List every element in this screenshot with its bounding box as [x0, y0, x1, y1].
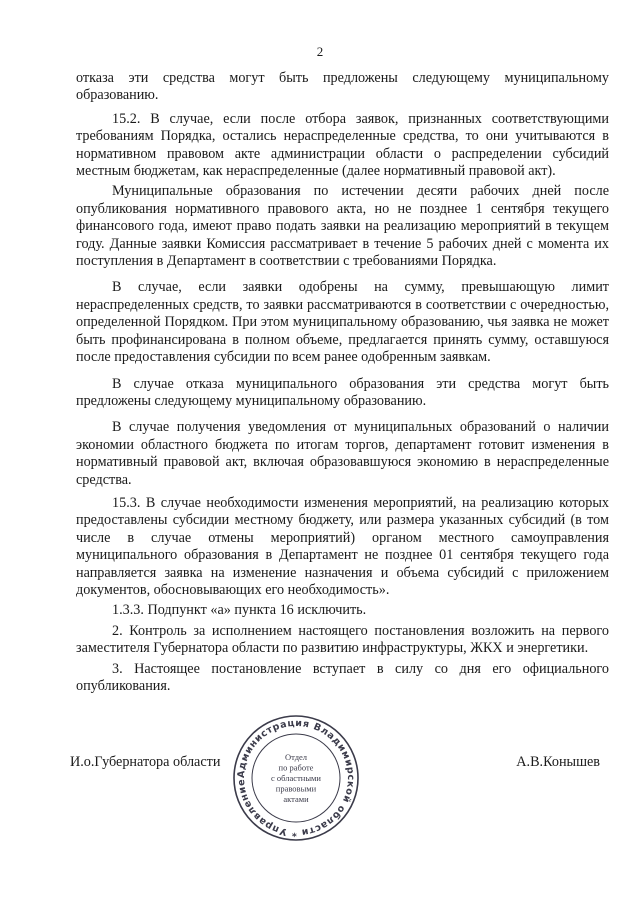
paragraph-control: 2. Контроль за исполнением настоящего постановления возложить на первого заместителя Губернатора области по развитию инфраструктуры, ЖКХ и энергетики. [76, 622, 609, 657]
seal-center-line: по работе [278, 762, 314, 773]
official-seal [230, 712, 362, 844]
page-number: 2 [316, 44, 324, 59]
seal-stamp-graphic [230, 712, 362, 844]
paragraph-15-3: 15.3. В случае необходимости изменения мероприятий, на реализацию которых предоставлены субсидии местному бюджету, или размера указанных субсидий (в том числе в случае отмены мероприятий) органом местного самоуправления муниципального образования в Департамент не позднее 01 сентября текущего года направляется заявка на изменение назначения и объема субсидий с приложением документов, обосновывающих его необходимость». [76, 494, 609, 598]
seal-center-line: с областными [271, 773, 321, 783]
paragraph-municipal-applications: Муниципальные образования по истечении десяти рабочих дней после опубликования нормативного правового акта, но не позднее 1 сентября текущего финансового года, имеют право подать заявки на реализацию мероприятий в текущем году. Данные заявки Комиссия рассматривает в течение 5 рабочих дней с момента их поступления в Департамент в соответствии с требованиями Порядка. [76, 183, 609, 270]
paragraph-continuation: отказа эти средства могут быть предложены следующему муниципальному образованию. [76, 70, 609, 104]
paragraph-15-2: 15.2. В случае, если после отбора заявок, признанных соответствующими требованиям Порядка, остались нераспределенные средства, то они учитываются в нормативном правовом акте администрации области о распределении субсидий местным бюджетам, как нераспределенные (далее нормативный правовой акт). [76, 110, 609, 180]
document-body [76, 70, 609, 695]
seal-center-line: актами [283, 794, 309, 804]
seal-center-line: правовыми [275, 783, 317, 794]
paragraph-economy-notice: В случае получения уведомления от муниципальных образований о наличии экономии областного бюджета по итогам торгов, департамент готовит изменения в нормативный правовой акт, включая образовавшуюся экономию в нераспределенные средства. [76, 419, 609, 488]
seal-center-line: Отдел [284, 752, 308, 762]
signer-name: А.В.Конышев [516, 754, 600, 770]
paragraph-refusal: В случае отказа муниципального образования эти средства могут быть предложены следующему муниципальному образованию. [76, 375, 609, 409]
paragraph-effective: 3. Настоящее постановление вступает в силу со дня его официального опубликования. [76, 660, 609, 694]
paragraph-1-3-3: 1.3.3. Подпункт «а» пункта 16 исключить. [112, 602, 367, 619]
signer-title: И.о.Губернатора области [70, 754, 221, 770]
paragraph-approved-limit: В случае, если заявки одобрены на сумму, превышающую лимит нераспределенных средств, то заявки рассматриваются в соответствии с очередностью, определенной Порядком. При этом муниципальному образованию, чья заявка не может быть профинансирована в полном объеме, предлагается принять сумму, оставшуюся после предоставления субсидии по всем ранее одобренным заявкам. [76, 279, 609, 366]
svg-text:Администрация Владимирской обл: Администрация Владимирской области * Управление [235, 717, 357, 839]
